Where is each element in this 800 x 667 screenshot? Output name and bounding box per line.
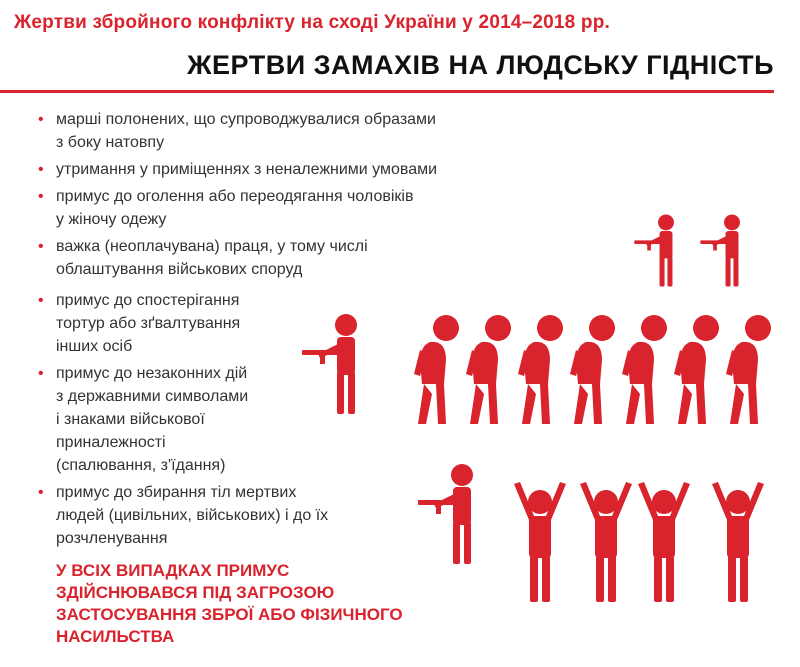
raised-hands-icon — [580, 482, 632, 602]
list-item-line: примус до незаконних дій — [56, 365, 248, 382]
list-item-line: примус до спостерігання — [56, 292, 240, 309]
prisoner-icon — [674, 315, 719, 424]
bullet-dot-icon: • — [38, 111, 44, 128]
raised-hands-icon — [514, 482, 566, 602]
raised-hands-icon — [712, 482, 764, 602]
prisoner-icon — [726, 315, 771, 424]
prisoner-icon — [466, 315, 511, 424]
callout-line: У ВСІХ ВИПАДКАХ ПРИМУС — [56, 561, 290, 580]
bullet-dot-icon: • — [38, 292, 44, 309]
callout-line: ЗАСТОСУВАННЯ ЗБРОЇ АБО ФІЗИЧНОГО — [56, 605, 403, 624]
bullet-dot-icon: • — [38, 161, 44, 178]
list-item-line: приналежності — [56, 434, 166, 451]
list-item-line: облаштування військових споруд — [56, 261, 303, 278]
bullet-dot-icon: • — [38, 484, 44, 501]
prisoner-icon — [622, 315, 667, 424]
list-item-line: важка (неоплачувана) праця, у тому числі — [56, 238, 368, 255]
prisoner-icon — [518, 315, 563, 424]
list-item-line: з державними символами — [56, 388, 249, 405]
list-item-line: людей (цивільних, військових) і до їх — [56, 507, 329, 524]
list-item-line: інших осіб — [56, 338, 133, 355]
bullet-dot-icon: • — [38, 365, 44, 382]
list-item-line: примус до збирання тіл мертвих — [56, 484, 297, 501]
list-item-line: утримання у приміщеннях з неналежними умовами — [56, 161, 438, 178]
list-item-line: і знаками військової — [56, 411, 205, 428]
list-item-line: марші полонених, що супроводжувалися образами — [56, 111, 436, 128]
list-item-line: тортур або зґвалтування — [56, 315, 241, 332]
armed-guard-icon — [634, 214, 674, 286]
list-item-line: (спалювання, з'їдання) — [56, 457, 226, 474]
prisoner-icon — [414, 315, 459, 424]
bullet-dot-icon: • — [38, 238, 44, 255]
armed-guard-icon — [302, 314, 357, 414]
prisoner-icon — [570, 315, 615, 424]
callout-line: НАСИЛЬСТВА — [56, 627, 175, 646]
list-item-line: у жіночу одежу — [56, 211, 167, 228]
raised-hands-icon — [638, 482, 690, 602]
armed-guard-icon — [700, 214, 740, 286]
bullet-dot-icon: • — [38, 188, 44, 205]
callout-line: ЗДІЙСНЮВАВСЯ ПІД ЗАГРОЗОЮ — [56, 583, 335, 602]
page-title: ЖЕРТВИ ЗАМАХІВ НА ЛЮДСЬКУ ГІДНІСТЬ — [187, 50, 774, 80]
list-item-line: з боку натовпу — [56, 134, 165, 151]
armed-guard-icon — [418, 464, 473, 564]
list-item-line: примус до оголення або переодягання чоловіків — [56, 188, 414, 205]
infographic-subtitle: Жертви збройного конфлікту на сході України у 2014–2018 рр. — [14, 12, 611, 33]
list-item-line: розчленування — [56, 530, 168, 547]
